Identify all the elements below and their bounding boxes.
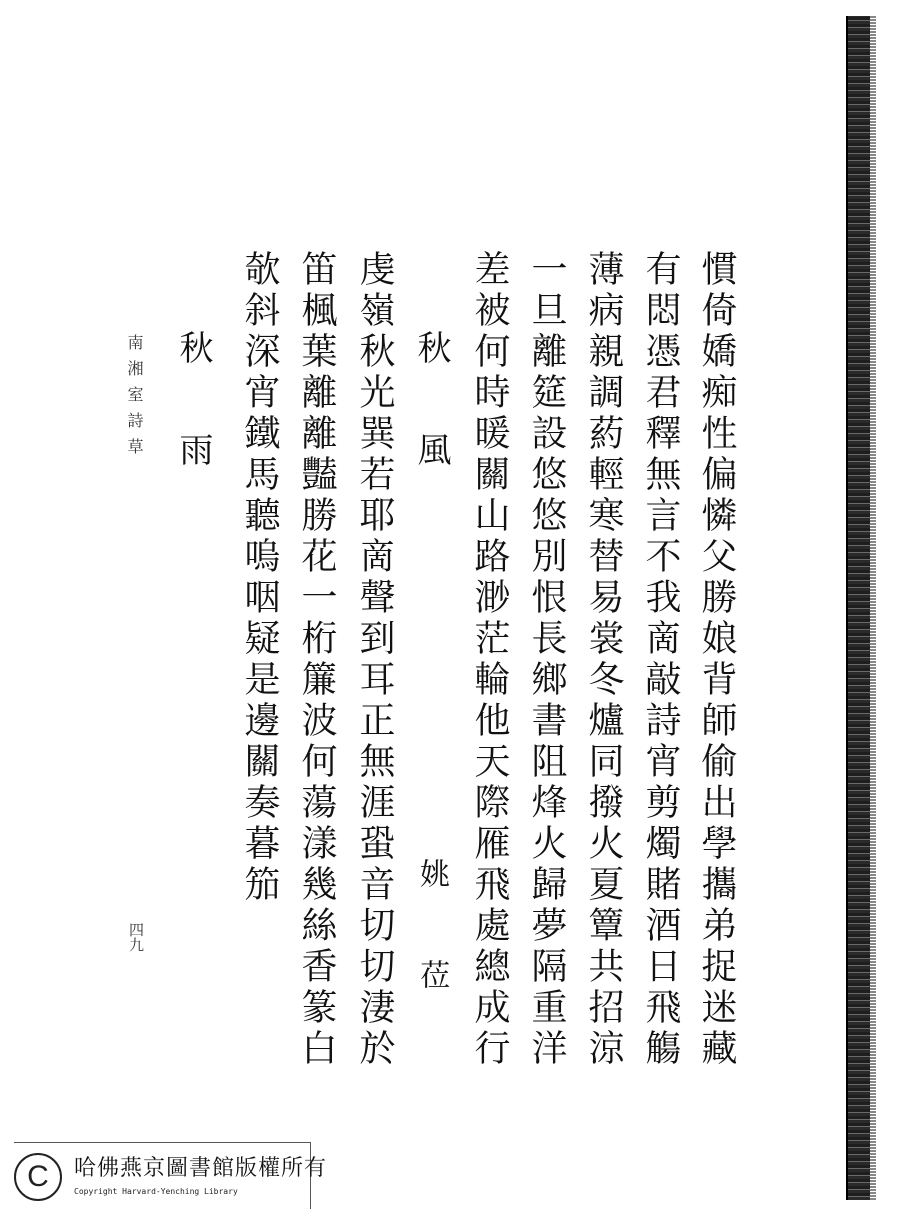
copyright-stamp [14,1142,328,1209]
copyright-english: Copyright Harvard-Yenching Library [74,1187,238,1196]
book-spine [846,16,876,1200]
poem-line: 欹斜深宵鐵馬聽嗚咽疑是邊關奏暮笳 [239,250,280,906]
poem-line: 薄病親調葯輕寒替易裳冬爐同撥火夏簟共招涼 [583,250,624,1070]
poem-line: 虔嶺秋光巽若耶啇聲到耳正無涯蛩音切切淒於 [354,250,395,1070]
poem-line: 差被何時暖關山路渺茫輪他天際雁飛處總成行 [469,250,510,1070]
page-number: 四九 [127,922,145,952]
copyright-chinese: 哈佛燕京圖書館版權所有 [74,1156,328,1181]
poem-line: 慣倚嬌痴性偏憐父勝娘背師偷出學攜弟捉迷藏 [696,250,737,1070]
book-title-margin: 南湘室詩草 [125,334,144,464]
poem-author: 姚 莅 [414,858,449,1007]
poem-line: 笛楓葉離離豔勝花一桁簾波何蕩漾幾絲香篆白 [296,250,337,1070]
poem-line: 一旦離筵設悠悠別恨長鄉書阻烽火歸夢隔重洋 [526,250,567,1070]
copyright-icon: C [14,1153,62,1201]
poem-title: 秋 風 [411,330,451,480]
poem-line: 有悶憑君釋無言不我啇敲詩宵剪燭賭酒日飛觴 [640,250,681,1070]
poem-title: 秋 雨 [173,330,213,480]
